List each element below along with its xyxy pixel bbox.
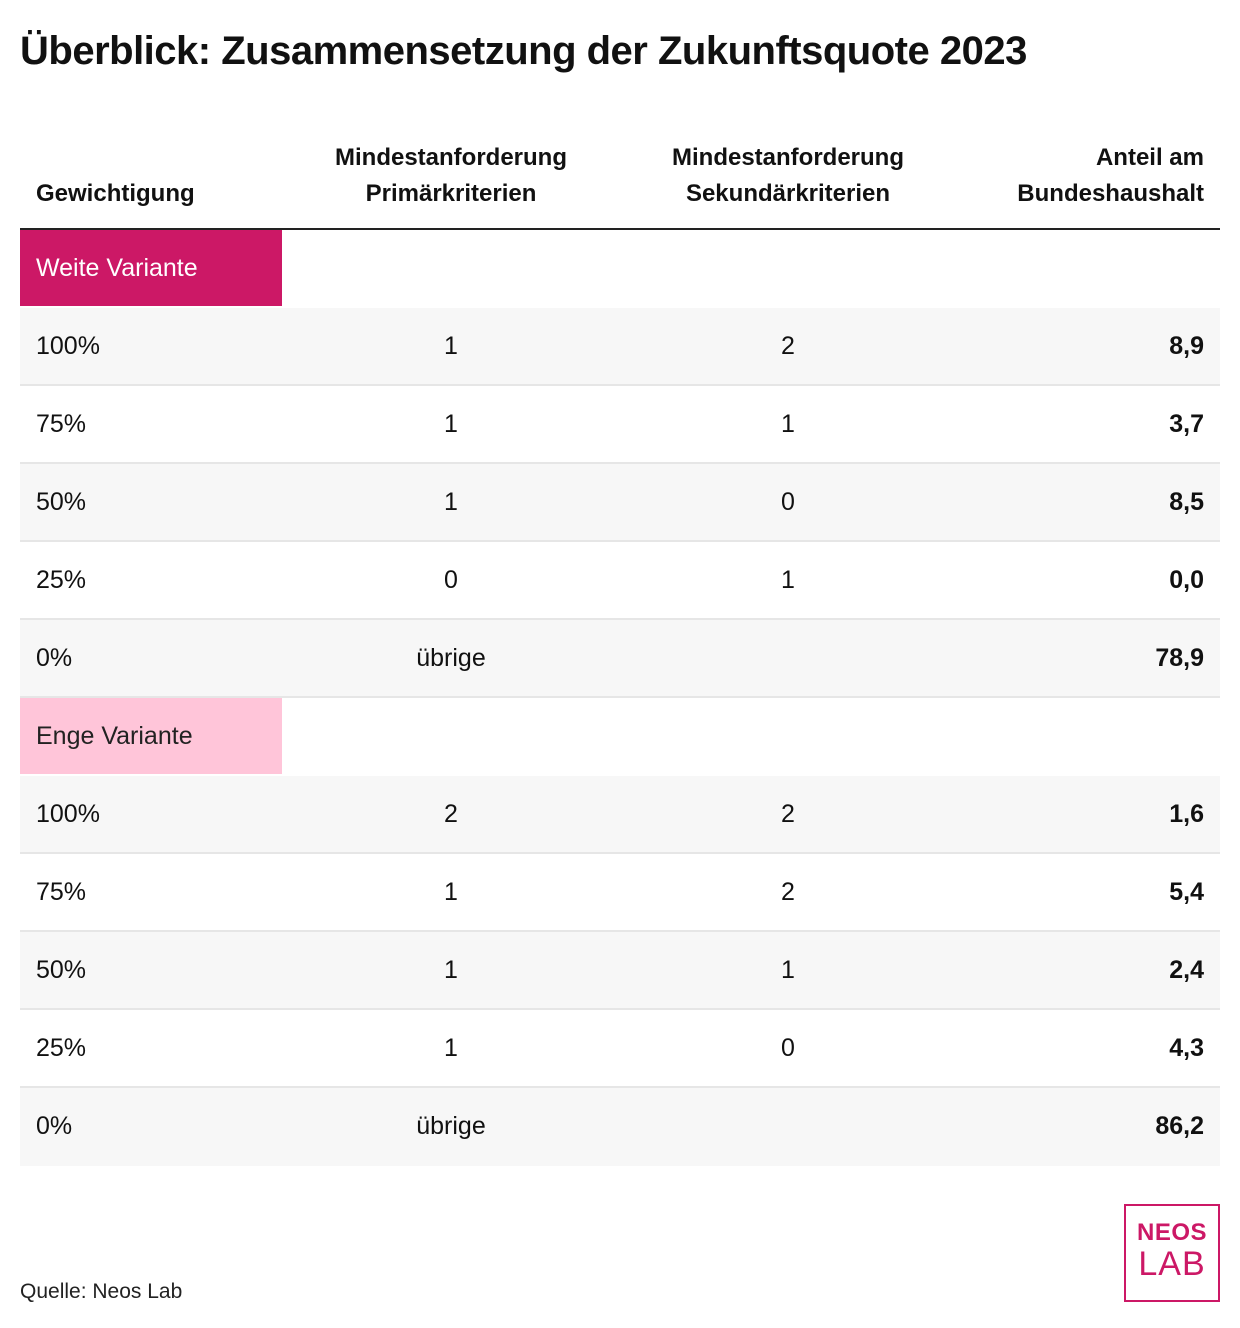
cell-primary: 1 — [444, 332, 458, 360]
group-label: Weite Variante — [20, 230, 282, 306]
group-row — [20, 698, 1220, 776]
cell-secondary: 2 — [781, 878, 795, 906]
cell-share: 5,4 — [1169, 878, 1204, 906]
cell-share: 78,9 — [1155, 644, 1204, 672]
cell-weight: 0% — [36, 644, 73, 672]
header-secondary-line1: Mindestanforderung — [672, 144, 904, 171]
cell-weight: 25% — [36, 1034, 87, 1062]
cell-share: 2,4 — [1169, 956, 1204, 984]
header-share-line1: Anteil am — [1095, 144, 1204, 171]
chart-title: Überblick: Zusammensetzung der Zukunftsquote 2023 — [20, 29, 1027, 73]
header-primary-line2: Primärkriterien — [365, 180, 537, 207]
header-share — [1017, 140, 1204, 212]
header-share-line2: Bundeshaushalt — [1017, 180, 1204, 207]
cell-share: 8,9 — [1169, 332, 1204, 360]
header-weight-line2: Gewichtigung — [36, 180, 195, 207]
cell-weight: 75% — [36, 878, 87, 906]
table-row — [20, 620, 1220, 698]
cell-weight: 0% — [36, 1112, 73, 1140]
logo-line1: NEOS — [1136, 1219, 1207, 1246]
cell-primary: 0 — [444, 566, 458, 594]
cell-primary: 1 — [444, 1034, 458, 1062]
header-secondary-line2: Sekundärkriterien — [685, 180, 891, 207]
cell-primary: übrige — [416, 644, 486, 672]
cell-primary: 1 — [444, 878, 458, 906]
table-row — [20, 854, 1220, 932]
table-row — [20, 308, 1220, 386]
cell-secondary: 2 — [781, 332, 795, 360]
table-row — [20, 386, 1220, 464]
source-note: Quelle: Neos Lab — [20, 1280, 183, 1303]
cell-primary: übrige — [416, 1112, 486, 1140]
cell-secondary: 0 — [781, 1034, 795, 1062]
group-row — [20, 230, 1220, 308]
header-secondary — [620, 140, 956, 212]
table-row — [20, 542, 1220, 620]
cell-share: 1,6 — [1169, 800, 1204, 828]
table-row — [20, 464, 1220, 542]
table-row — [20, 932, 1220, 1010]
cell-share: 86,2 — [1155, 1112, 1204, 1140]
cell-share: 4,3 — [1169, 1034, 1204, 1062]
logo-line2: LAB — [1138, 1245, 1206, 1283]
cell-secondary: 1 — [781, 956, 795, 984]
cell-primary: 1 — [444, 956, 458, 984]
cell-primary: 1 — [444, 488, 458, 516]
neos-lab-logo — [1124, 1204, 1220, 1302]
cell-primary: 1 — [444, 410, 458, 438]
data-table — [20, 140, 1220, 1166]
group-label: Enge Variante — [20, 698, 282, 774]
cell-secondary: 2 — [781, 800, 795, 828]
cell-secondary: 0 — [781, 488, 795, 516]
header-weight — [36, 176, 195, 212]
cell-weight: 25% — [36, 566, 87, 594]
cell-share: 0,0 — [1169, 566, 1204, 594]
cell-share: 3,7 — [1169, 410, 1204, 438]
cell-weight: 100% — [36, 332, 100, 360]
header-primary — [282, 140, 620, 212]
cell-weight: 100% — [36, 800, 100, 828]
cell-weight: 50% — [36, 488, 87, 516]
cell-secondary: 1 — [781, 566, 795, 594]
table-body — [20, 230, 1220, 1166]
cell-primary: 2 — [444, 800, 458, 828]
table-row — [20, 1088, 1220, 1166]
header-primary-line1: Mindestanforderung — [335, 144, 567, 171]
cell-share: 8,5 — [1169, 488, 1204, 516]
cell-secondary: 1 — [781, 410, 795, 438]
table-header — [20, 140, 1220, 230]
cell-weight: 50% — [36, 956, 87, 984]
table-row — [20, 1010, 1220, 1088]
cell-weight: 75% — [36, 410, 87, 438]
table-row — [20, 776, 1220, 854]
